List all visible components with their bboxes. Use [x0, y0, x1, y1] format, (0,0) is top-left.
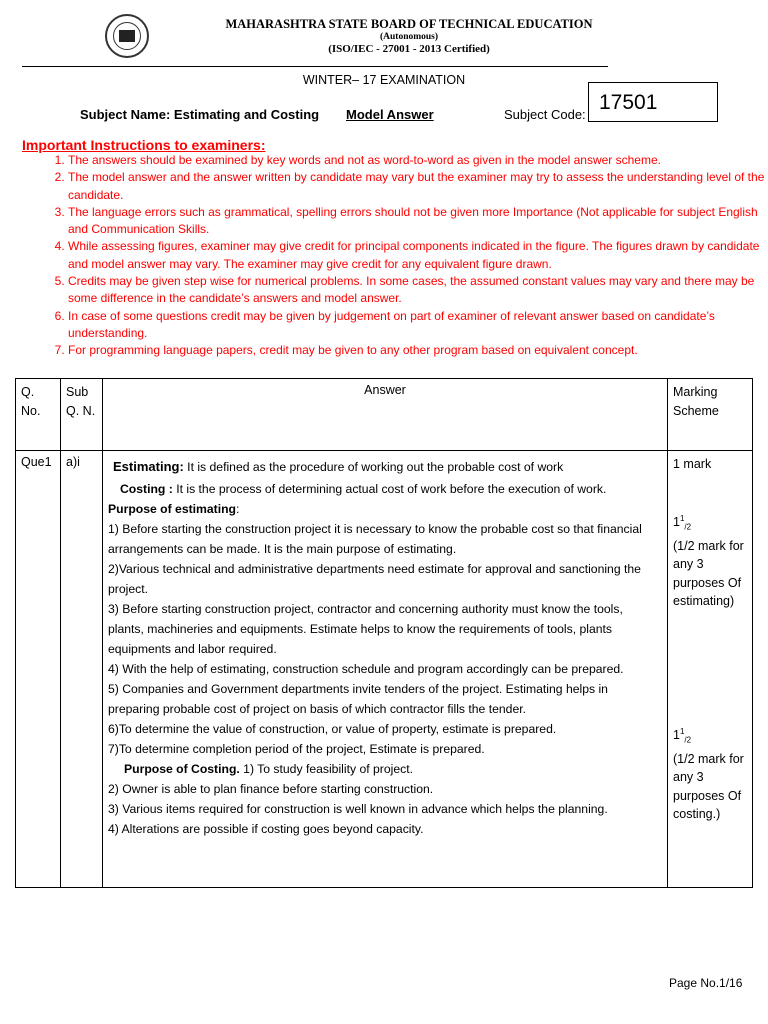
subject-code-label: Subject Code: [504, 107, 586, 122]
model-answer-label: Model Answer [346, 107, 434, 122]
estimating-point: 6)To determine the value of construction, or value of property, estimate is prepared. [108, 722, 557, 736]
costing-definition [108, 479, 662, 499]
instruction-item: 5. Credits may be given step wise for numerical problems. In some cases, the assumed constant values may vary and there may be some difference in the candidate’s answers and model answer. [68, 273, 768, 308]
purpose-costing-heading [108, 759, 662, 779]
mark-estimating-value [673, 510, 747, 537]
mark-costing-sub: /2 [684, 735, 692, 745]
instruction-item: 2. The model answer and the answer written by candidate may vary but the examiner may try to assess the understanding level of the candidate. [68, 169, 768, 204]
estimating-point: 2)Various technical and administrative departments need estimate for approval and sanctioning the project. [108, 562, 641, 596]
purpose-estimating-heading [108, 499, 662, 519]
instruction-item: 4. While assessing figures, examiner may give credit for principal components indicated in the figure. The figures drawn by candidate and model answer may vary. The examiner may give credit for any equivalent figure drawn. [68, 238, 768, 273]
subject-code-box: 17501 [588, 82, 718, 122]
costing-label: Costing : [120, 482, 173, 496]
subject-name: Subject Name: Estimating and Costing [80, 107, 320, 122]
cell-sub-q: a)i [61, 451, 103, 888]
costing-text: It is the process of determining actual cost of work before the execution of work. [172, 482, 607, 496]
header-sub-q: Sub Q. N. [61, 379, 103, 451]
instruction-item: 1. The answers should be examined by key words and not as word-to-word as given in the model answer scheme. [68, 152, 768, 169]
estimating-point: 5) Companies and Government departments invite tenders of the project. Estimating helps in preparing probable cost of project on basis of which contractor fills the tender. [108, 682, 608, 716]
estimating-text: It is defined as the procedure of working out the probable cost of work [183, 460, 564, 474]
costing-point: 2) Owner is able to plan finance before starting construction. [108, 782, 434, 796]
table-header-row [16, 379, 753, 451]
header-marking-scheme: Marking Scheme [668, 379, 753, 451]
estimating-point: 4) With the help of estimating, construction schedule and program accordingly can be prepared. [108, 662, 624, 676]
purpose-estimating-label: Purpose of estimating [108, 502, 236, 516]
mark-costing-whole: 1 [673, 727, 680, 742]
header-divider [22, 66, 608, 67]
cell-q-no: Que1 [16, 451, 61, 888]
mark-costing-sup: 1 [679, 726, 685, 736]
mark-estimating-text: (1/2 mark for any 3 purposes Of estimating) [673, 538, 744, 609]
header-q-no: Q. No. [16, 379, 61, 451]
certification-label: (ISO/IEC - 27001 - 2013 Certified) [328, 43, 490, 55]
mark-costing-value [673, 723, 747, 750]
mark-costing-text: (1/2 mark for any 3 purposes Of costing.) [673, 751, 744, 822]
header-answer: Answer [103, 379, 668, 451]
estimating-label: Estimating: [113, 459, 184, 474]
mark-estimating-sup: 1 [679, 513, 685, 523]
instructions-list [22, 152, 768, 360]
costing-point: 3) Various items required for construction is well known in advance which helps the planning. [108, 802, 608, 816]
cell-marking [668, 451, 753, 888]
instruction-item: 6. In case of some questions credit may be given by judgement on part of examiner of relevant answer based on candidate’s understanding. [68, 308, 768, 343]
page-number: Page No.1/16 [669, 976, 743, 990]
instruction-item: 7. For programming language papers, credit may be given to any other program based on equivalent concept. [68, 342, 768, 359]
costing-point: 4) Alterations are possible if costing goes beyond capacity. [108, 822, 424, 836]
purpose-estimating-colon: : [236, 502, 240, 516]
estimating-point: 1) Before starting the construction project it is necessary to know the probable cost so that financial arrangements can be made. It is the main purpose of estimating. [108, 522, 642, 556]
purpose-costing-label: Purpose of Costing. [124, 762, 240, 776]
instructions-heading: Important Instructions to examiners: [22, 137, 266, 153]
mark-definitions: 1 mark [673, 457, 712, 471]
cell-answer [103, 451, 668, 888]
estimating-point: 3) Before starting construction project, contractor and concerning authority must know the tools, plants, machineries and equipments. Estimate helps to know the requirements of tools, plants equipments and labor required. [108, 602, 623, 656]
exam-title: WINTER– 17 EXAMINATION [302, 73, 466, 87]
answer-table [15, 378, 753, 888]
estimating-point: 7)To determine completion period of the project, Estimate is prepared. [108, 742, 485, 756]
costing-point-first: 1) To study feasibility of project. [239, 762, 413, 776]
instruction-item: 3. The language errors such as grammatical, spelling errors should not be given more Importance (Not applicable for subject English and Communication Skills. [68, 204, 768, 239]
table-row [16, 451, 753, 888]
autonomous-label: (Autonomous) [379, 32, 439, 42]
board-name: MAHARASHTRA STATE BOARD OF TECHNICAL EDUCATION [225, 17, 593, 31]
mark-estimating-whole: 1 [673, 514, 680, 529]
mark-estimating-sub: /2 [684, 522, 692, 532]
estimating-definition [108, 457, 662, 477]
